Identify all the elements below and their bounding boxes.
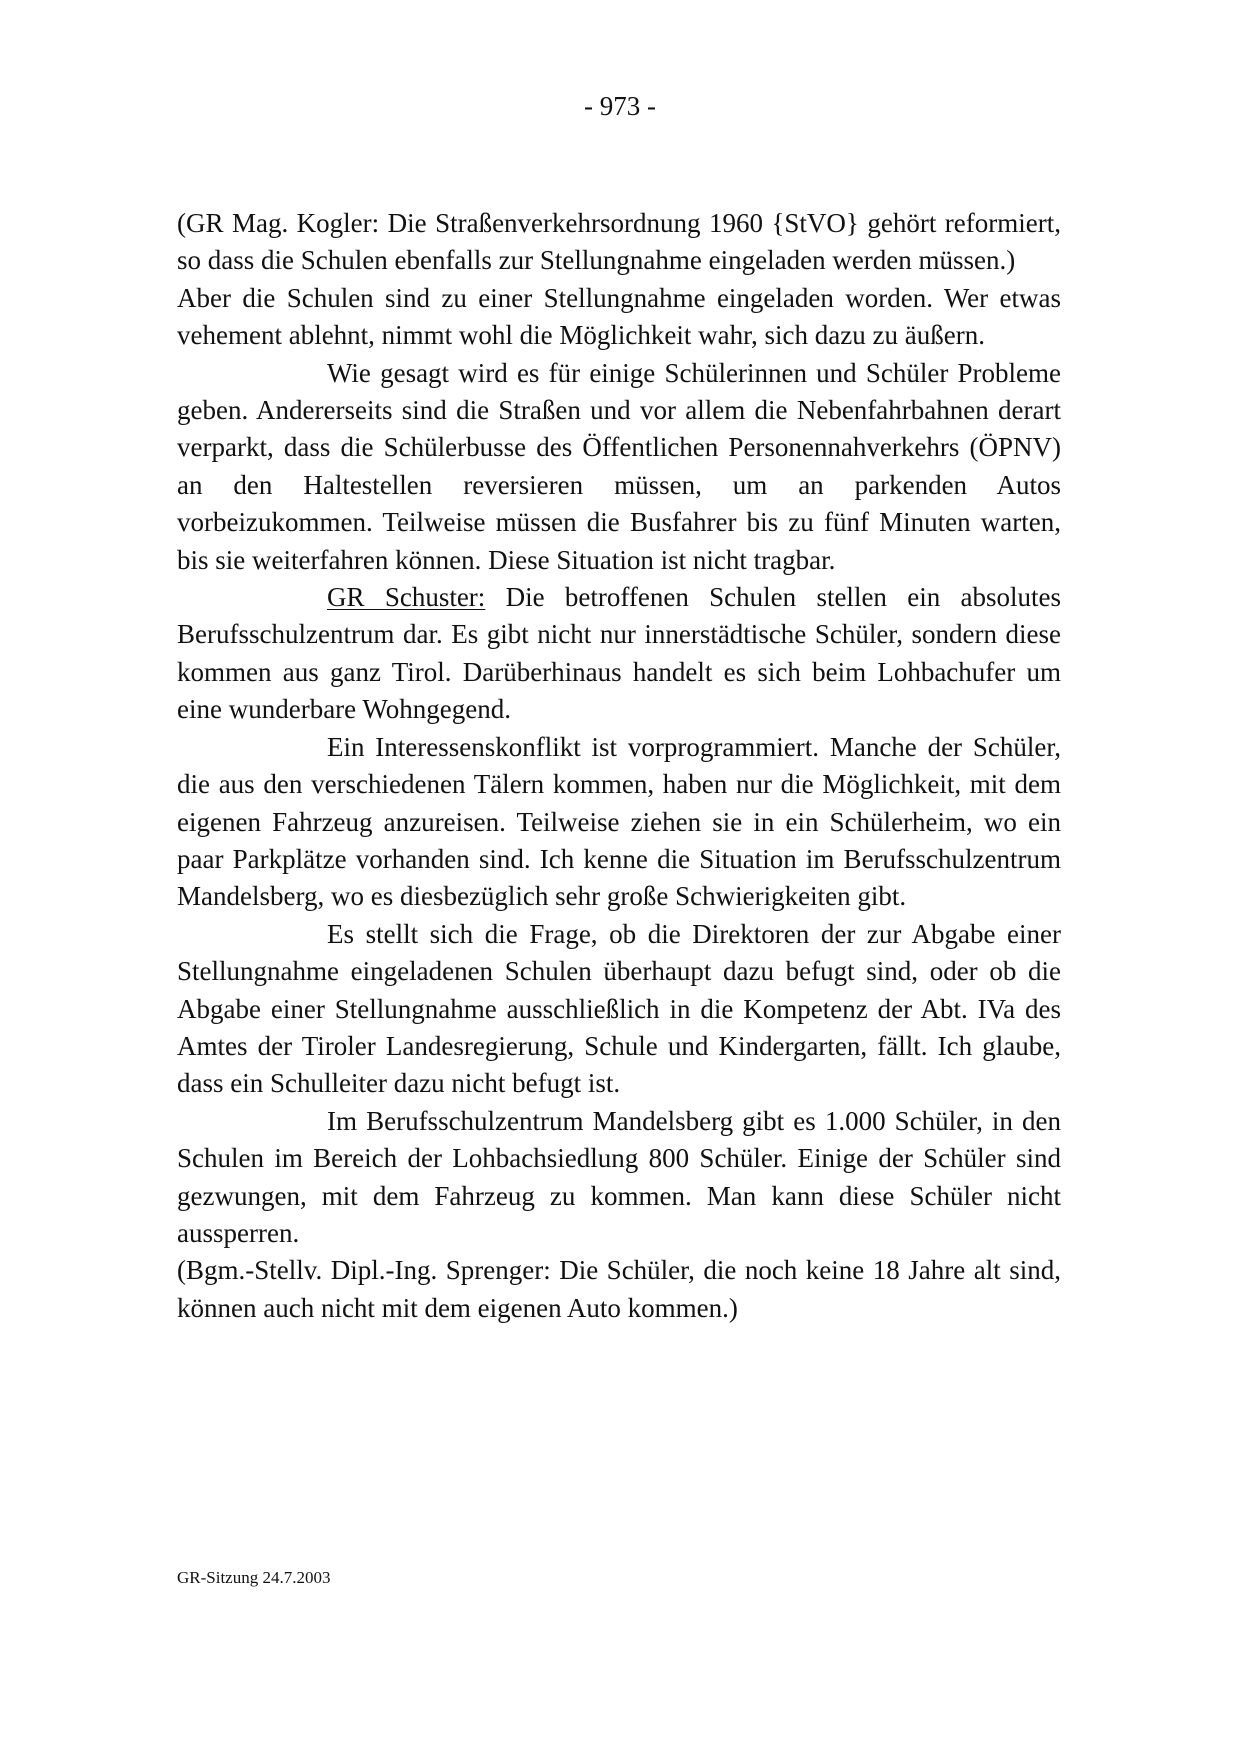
paragraph-directors: Es stellt sich die Frage, ob die Direktoren der zur Abgabe einer Stellungnahme eingeladenen Schulen überhaupt dazu befugt sind, oder ob die Abgabe einer Stellungnahme ausschließlich in die Kompetenz der Abt. IVa des Amtes der Tiroler Landesregierung, Schule und Kindergarten, fällt. Ich glaube, dass ein Schulleiter dazu nicht befugt ist. xyxy=(177,918,1061,1099)
paragraph-student-numbers: Im Berufsschulzentrum Mandelsberg gibt es 1.000 Schüler, in den Schulen im Bereich der Lohbachsiedlung 800 Schüler. Einige der Schüler sind gezwungen, mit dem Fahrzeug zu kommen. Man kann diese Schüler nicht aussperren. xyxy=(177,1105,1061,1248)
speaker-name: GR Schuster: xyxy=(327,582,486,613)
paragraph-schuster xyxy=(177,579,1061,729)
paragraph-response: Aber die Schulen sind zu einer Stellungnahme eingeladen worden. Wer etwas vehement ablehnt, nimmt wohl die Möglichkeit wahr, sich dazu zu äußern. xyxy=(177,282,1061,351)
interjection-sprenger: (Bgm.-Stellv. Dipl.-Ing. Sprenger: Die Schüler, die noch keine 18 Jahre alt sind, können auch nicht mit dem eigenen Auto kommen.) xyxy=(177,1255,1061,1323)
paragraph-problems: Wie gesagt wird es für einige Schülerinnen und Schüler Probleme geben. Andererseits sind die Straßen und vor allem die Nebenfahrbahnen derart verparkt, dass die Schülerbusse des Öffentlichen Personennahverkehrs (ÖPNV) an den Haltestellen reversieren müssen, um an parkenden Autos vorbeizukommen. Teilweise müssen die Busfahrer bis zu fünf Minuten warten, bis sie weiterfahren können. Diese Situation ist nicht tragbar. xyxy=(177,357,1061,575)
footer-session-date: GR-Sitzung 24.7.2003 xyxy=(177,1568,331,1587)
document-body xyxy=(177,205,1061,1327)
speaker-statement: Die betroffenen Schulen stellen ein absolutes Berufsschulzentrum dar. Es gibt nicht nur innerstädtische Schüler, sondern diese kommen aus ganz Tirol. Darüberhinaus handelt es sich beim Lohbachufer um eine wunderbare Wohngegend. xyxy=(177,582,1062,725)
interjection-kogler: (GR Mag. Kogler: Die Straßenverkehrsordnung 1960 {StVO} gehört reformiert, so dass die Schulen ebenfalls zur Stellungnahme eingeladen werden müssen.) xyxy=(177,208,1061,276)
page-number: - 973 - xyxy=(584,91,656,121)
paragraph-conflict: Ein Interessenskonflikt ist vorprogrammiert. Manche der Schüler, die aus den verschiedenen Tälern kommen, haben nur die Möglichkeit, mit dem eigenen Fahrzeug anzureisen. Teilweise ziehen sie in ein Schülerheim, wo ein paar Parkplätze vorhanden sind. Ich kenne die Situation im Berufsschulzentrum Mandelsberg, wo es diesbezüglich sehr große Schwierigkeiten gibt. xyxy=(177,731,1061,912)
